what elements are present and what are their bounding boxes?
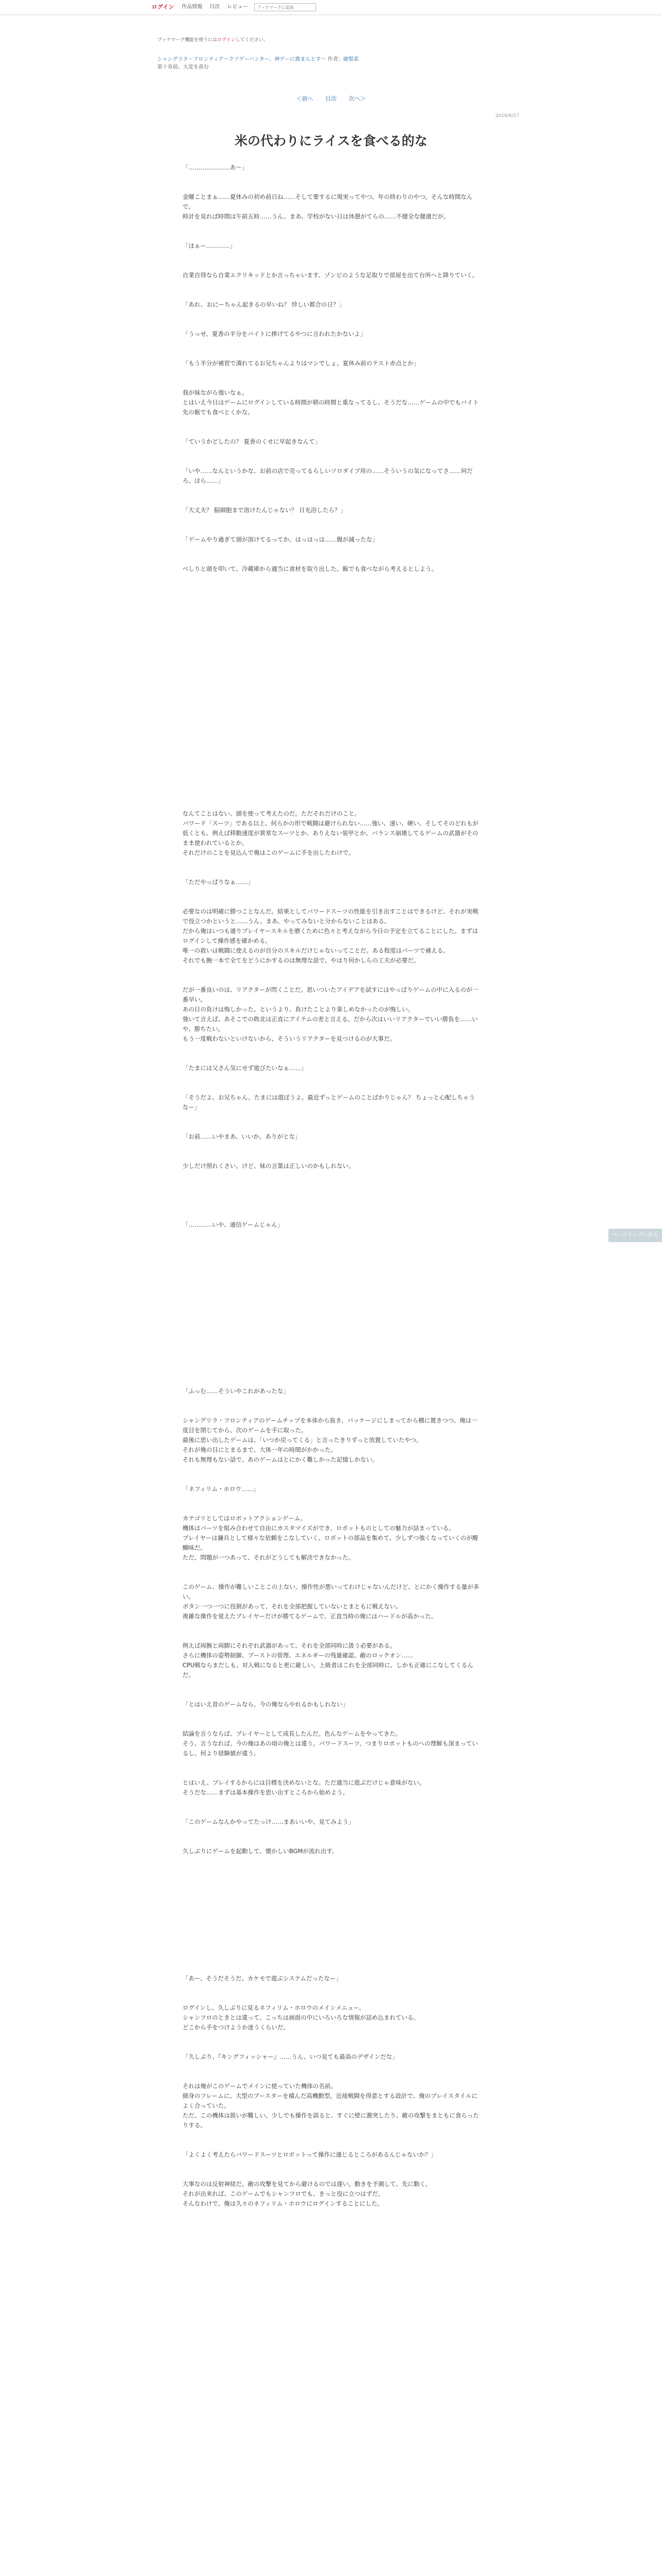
- body-paragraph: [183, 2140, 481, 2150]
- body-paragraph: それは俺がこのゲームでメインに使っていた機体の名前。: [183, 2082, 337, 2090]
- body-paragraph: [183, 1876, 481, 1886]
- body-paragraph: 「ていうかどしたの？ 夏香のくせに早起きなんて」: [183, 438, 321, 445]
- body-paragraph: [183, 1357, 481, 1367]
- body-paragraph: [183, 222, 481, 231]
- body-paragraph: [183, 1289, 481, 1298]
- body-paragraph: [183, 711, 481, 721]
- body-paragraph: 「…………………あ〜」: [183, 164, 248, 171]
- body-paragraph: 自業自得なら自業エクリキッドとか言っちゃいます、ゾンビのような足取りで部屋を出て台所へと降りていく。: [183, 272, 478, 279]
- body-paragraph: 細身のフレームに、大型のブースターを積んだ高機動型。近接戦闘を得意とする設計で、俺のプレイスタイルによく合っていた。: [183, 2092, 478, 2109]
- body-paragraph: パワード「スーツ」である以上、何らかの形で戦闘は避けられない……強い、速い、硬い、そしてそのどれもが低くとも、例えば移動速度が異常なスーツとか、ありえない装甲とか、バランス崩壊してるゲームの武器がそのまま使われているとか。: [183, 820, 478, 846]
- body-paragraph: [183, 1054, 481, 1063]
- body-paragraph: [183, 1494, 481, 1504]
- body-paragraph: [183, 173, 481, 182]
- body-paragraph: [183, 1230, 481, 1240]
- body-paragraph: [183, 740, 481, 750]
- body-paragraph: 「ネフィリム・ホロウ……」: [183, 1485, 259, 1493]
- body-paragraph: [183, 1171, 481, 1181]
- body-paragraph: [183, 1964, 481, 1974]
- body-paragraph: プレイヤーは傭兵として様々な依頼をこなしていく。ロボットの部品を集めて、少しずつ強くなっていくのが醍醐味だ。: [183, 1534, 478, 1551]
- body-paragraph: [183, 760, 481, 770]
- body-paragraph: 「久しぶり、『キングフィッシャー』……うん、いつ見ても最高のデザインだな」: [183, 2053, 399, 2060]
- notice-suffix-text: してください。: [235, 38, 268, 43]
- body-paragraph: [183, 1768, 481, 1778]
- author-label: 作者：: [327, 57, 343, 62]
- body-paragraph: ボタン一つ一つに役割があって、それを全部把握していないとまともに戦えない。: [183, 1603, 402, 1610]
- body-paragraph: [183, 280, 481, 290]
- body-paragraph: 「ほぁー…………」: [183, 242, 236, 249]
- login-link[interactable]: ログイン: [152, 4, 174, 10]
- body-paragraph: [183, 1191, 481, 1200]
- body-paragraph: [183, 1318, 481, 1328]
- body-paragraph: [183, 1475, 481, 1484]
- body-paragraph: [183, 1073, 481, 1083]
- body-paragraph: [183, 1886, 481, 1895]
- body-paragraph: [183, 456, 481, 466]
- body-paragraph: そうだな……まずは基本操作を思い出すところから始めよう。: [183, 1789, 349, 1796]
- body-paragraph: [183, 486, 481, 496]
- body-paragraph: 時計を見れば時間は午前五時……うん、まあ、学校がない日は休憩がてらの……不健全な健康だが。: [183, 213, 450, 220]
- body-paragraph: 複雑な操作を覚えたプレイヤーだけが勝てるゲームで、正直当時の俺にはハードルが高かった。: [183, 1613, 437, 1620]
- body-paragraph: [183, 1925, 481, 1935]
- body-paragraph: [183, 672, 481, 682]
- body-paragraph: [183, 349, 481, 359]
- body-paragraph: [183, 975, 481, 985]
- body-paragraph: 「うっせ、夏香の半分をバイトに捧げてるやつに言われたかないよ」: [183, 330, 367, 337]
- body-paragraph: [183, 1944, 481, 1954]
- body-paragraph: [183, 319, 481, 329]
- body-paragraph: [183, 1905, 481, 1915]
- body-paragraph: 強いて言えば、あそこでの敗北は正直にアイテムの差と言える。だから次はいいリアクターでいい勝負を……いや、勝ちたい。: [183, 1015, 478, 1032]
- body-paragraph: べしりと頭を叩いて、冷蔵庫から適当に食材を取り出した。飯でも食べながら考えるとしよう。: [183, 565, 438, 572]
- body-paragraph: 「お前……いやまあ、いいか。ありがとな」: [183, 1133, 301, 1140]
- body-paragraph: [183, 1308, 481, 1318]
- body-paragraph: [183, 1406, 481, 1416]
- body-paragraph: [183, 1142, 481, 1151]
- body-paragraph: [183, 368, 481, 378]
- body-paragraph: 結論を言うならば、プレイヤーとして成長したんだ。色んなゲームをやってきた。: [183, 1730, 402, 1737]
- body-paragraph: もう一度戦わないといけないから、そういうリアクターを見つけるのが大事だ。: [183, 1035, 396, 1042]
- body-paragraph: [183, 701, 481, 711]
- body-paragraph: [183, 750, 481, 760]
- body-paragraph: このゲーム、操作が難しいことこの上ない。操作性が悪いってわけじゃないんだけど、とにかく操作する量が多い。: [183, 1583, 479, 1600]
- body-paragraph: [183, 789, 481, 799]
- body-paragraph: [183, 1563, 481, 1572]
- body-paragraph: [183, 1993, 481, 2003]
- body-paragraph: [183, 1807, 481, 1817]
- body-paragraph: [183, 594, 481, 603]
- body-paragraph: [183, 2170, 481, 2179]
- body-paragraph: [183, 417, 481, 427]
- body-paragraph: [183, 799, 481, 809]
- body-paragraph: 「ふっむ……そういやこれがあったな」: [183, 1387, 289, 1395]
- body-paragraph: [183, 1200, 481, 1210]
- body-paragraph: [183, 1210, 481, 1220]
- body-paragraph: [183, 1240, 481, 1249]
- body-paragraph: [183, 779, 481, 789]
- body-paragraph: どこから手をつけようか迷うくらいだ。: [183, 2024, 289, 2031]
- body-paragraph: だから俺はいつも通りプレイヤースキルを磨くために色々と考えながら今日の予定を立てることにした。まずはログインして操作感を確かめる。: [183, 927, 478, 944]
- chapter-navigation: [0, 94, 662, 103]
- body-paragraph: [183, 2042, 481, 2052]
- nav-item-work-info[interactable]: 作品情報: [181, 4, 203, 10]
- body-paragraph: [183, 965, 481, 975]
- body-paragraph: [183, 1837, 481, 1846]
- body-paragraph: [183, 1112, 481, 1122]
- body-paragraph: [183, 310, 481, 319]
- author-link[interactable]: 硬梨菜: [343, 57, 359, 62]
- body-paragraph: [183, 1680, 481, 1690]
- chapter-subtitle: 第十章前、大変を羨む: [157, 64, 209, 70]
- body-paragraph: 例えば両腕と両脚にそれぞれ武器があって、それを全部同時に扱う必要がある。: [183, 1642, 396, 1649]
- body-paragraph: [183, 1122, 481, 1132]
- body-paragraph: [183, 770, 481, 779]
- body-paragraph: とはいえ今日はゲームにログインしている時間が朝の時間と重なってるし、そうだな……ゲームの中でもバイト先の飯でも食べとくかな。: [183, 399, 479, 416]
- page-top-button[interactable]: ページトップへ戻る: [608, 1229, 662, 1242]
- body-paragraph: 「あー、そうだそうだ、カケモで遊ぶシステムだったなー」: [183, 1975, 342, 1982]
- table-of-contents-link[interactable]: 目次: [325, 95, 337, 102]
- body-paragraph: [183, 642, 481, 652]
- body-paragraph: [183, 1279, 481, 1289]
- body-paragraph: 「ただやっぱりなぁ……」: [183, 878, 254, 886]
- body-paragraph: [183, 1181, 481, 1191]
- body-paragraph: とはいえ、プレイするからには目標を決めないとな。ただ適当に遊ぶだけじゃ意味がない。: [183, 1779, 425, 1786]
- body-paragraph: [183, 1504, 481, 1514]
- body-paragraph: [183, 584, 481, 594]
- series-title-link[interactable]: シャングリラ・フロンティア〜クソゲーハンター、神ゲーに挑まんとす〜: [157, 57, 326, 62]
- body-paragraph: それでも腕一本で全てをどうにかするのは無理な話で、やはり何かしらの工夫が必要だ。: [183, 957, 420, 964]
- body-paragraph: CPU戦ならまだしも、対人戦になると更に厳しい。上級者はこれを全部同時に、しかも正確にこなしてくるんだ。: [183, 1662, 473, 1679]
- body-paragraph: [183, 868, 481, 877]
- nav-item-reviews[interactable]: レビュー: [227, 4, 248, 10]
- body-paragraph: [183, 427, 481, 437]
- body-paragraph: [183, 1984, 481, 1993]
- body-paragraph: 金曜ことまぁ……夏休みの初め前日ね……そして要するに現実ってやつ、年の終わりのやつ。そんな時間なんで。: [183, 193, 473, 210]
- prev-chapter-link[interactable]: ＜前へ: [296, 95, 313, 102]
- body-paragraph: なんてことはない、頭を使って考えたのだ。ただそれだけのこと。: [183, 810, 360, 817]
- body-paragraph: [183, 2062, 481, 2072]
- body-paragraph: [183, 251, 481, 261]
- body-paragraph: [183, 1709, 481, 1719]
- body-paragraph: 「あれ、おにーちゃん起きるの早いね？ 珍しい都合の日？」: [183, 301, 345, 308]
- body-paragraph: [183, 1915, 481, 1925]
- top-navigation-bar: [0, 0, 662, 15]
- body-paragraph: ただ、この機体は扱いが難しい。少しでも操作を誤ると、すぐに壁に激突したり、敵の攻撃をまともに食らったりする。: [183, 2112, 479, 2129]
- body-paragraph: 「このゲームなんかやってたっけ……まあいいや、見てみよう」: [183, 1818, 355, 1825]
- body-paragraph: [183, 290, 481, 300]
- body-paragraph: [183, 2072, 481, 2081]
- body-paragraph: そう、言うなれば、今の俺はあの頃の俺とは違う。パワードスーツ、つまりロボットものへの理解も深まっているし、何より経験値が違う。: [183, 1740, 478, 1757]
- body-paragraph: [183, 525, 481, 535]
- body-paragraph: [183, 633, 481, 642]
- body-paragraph: 大事なのは反射神経だ。敵の攻撃を見てから避けるのでは遅い。動きを予測して、先に動く。: [183, 2180, 432, 2188]
- body-paragraph: カテゴリとしてはロボットアクションゲーム。: [183, 1515, 307, 1522]
- body-paragraph: [183, 603, 481, 613]
- body-paragraph: だが一番良いのは、リアクターが閃くことだ。思いついたアイデアを試すにはやっぱりゲームの中に入るのが一番早い。: [183, 986, 478, 1003]
- body-paragraph: [183, 1895, 481, 1905]
- body-paragraph: [183, 1758, 481, 1768]
- body-paragraph: [183, 261, 481, 270]
- body-paragraph: [183, 1298, 481, 1308]
- nav-item-table-of-contents[interactable]: 目次: [209, 4, 220, 10]
- body-paragraph: [183, 2130, 481, 2140]
- body-paragraph: ただ、問題が一つあって、それがどうしても解決できなかった。: [183, 1554, 355, 1561]
- body-paragraph: [183, 1690, 481, 1700]
- top-navigation-inner: [151, 0, 316, 14]
- body-paragraph: [183, 887, 481, 897]
- body-paragraph: [183, 613, 481, 623]
- body-paragraph: [183, 1044, 481, 1054]
- body-paragraph: [183, 1856, 481, 1866]
- body-paragraph: [183, 1259, 481, 1269]
- body-paragraph: [183, 1827, 481, 1837]
- body-paragraph: [183, 182, 481, 192]
- body-paragraph: 久しぶりにゲームを起動して、懐かしいBGMが流れ出す。: [183, 1848, 338, 1855]
- body-paragraph: [183, 1367, 481, 1377]
- series-info: [157, 56, 518, 71]
- body-paragraph: シャングリラ・フロンティアのゲームチップを本体から抜き、パッケージにしまってから棚に置きつつ、俺は一度目を閉じてから、次のゲームを手に取った。: [183, 1417, 477, 1434]
- body-paragraph: [183, 1083, 481, 1093]
- body-paragraph: それだけのことを見込んで俺はこのゲームに手を出したわけで。: [183, 849, 355, 856]
- body-paragraph: [183, 378, 481, 388]
- body-paragraph: シャンフロのときとは違って、こっちは画面の中にいろいろな情報が詰め込まれている。: [183, 2014, 420, 2021]
- body-paragraph: [183, 1954, 481, 1964]
- body-paragraph: [183, 721, 481, 731]
- body-paragraph: それも無理もない話で、あのゲームはとにかく難しかった記憶しかない。: [183, 1456, 378, 1463]
- body-paragraph: 少しだけ照れくさい。けど、妹の言葉は正しいのかもしれない。: [183, 1162, 355, 1170]
- body-paragraph: [183, 897, 481, 907]
- body-paragraph: [183, 1269, 481, 1279]
- body-paragraph: [183, 1249, 481, 1259]
- publish-date: 2018/6/27: [495, 113, 519, 118]
- body-paragraph: [183, 691, 481, 701]
- body-paragraph: [183, 1347, 481, 1357]
- body-paragraph: [183, 1396, 481, 1406]
- body-paragraph: [183, 662, 481, 672]
- bookmark-add-field[interactable]: [254, 3, 316, 11]
- body-paragraph: [183, 1151, 481, 1161]
- body-paragraph: [183, 496, 481, 505]
- body-paragraph: [183, 1631, 481, 1641]
- body-paragraph: 「よくよく考えたらパワードスーツとロボットって操作に通じるところがあるんじゃないか？」: [183, 2151, 437, 2158]
- body-paragraph: 最後に思い出したゲームは、「いつか戻ってくる」と言ったきりずっと放置していたやつ。: [183, 1436, 422, 1444]
- body-paragraph: [183, 515, 481, 525]
- body-paragraph: [183, 1377, 481, 1386]
- body-paragraph: [183, 1935, 481, 1944]
- body-paragraph: [183, 1337, 481, 1347]
- body-paragraph: [183, 858, 481, 868]
- body-paragraph: 「とはいえ昔のゲームなら、今の俺ならやれるかもしれない」: [183, 1701, 349, 1708]
- body-paragraph: [183, 652, 481, 662]
- body-paragraph: [183, 574, 481, 584]
- body-paragraph: [183, 1328, 481, 1337]
- body-paragraph: 「もう半分が補習で潰れてるお兄ちゃんよりはマシでしょ。夏休み前のテスト赤点とか」: [183, 360, 420, 367]
- body-paragraph: 機体はパーツを組み合わせて自由にカスタマイズができ、ロボットものとしての魅力が詰まっている。: [183, 1524, 455, 1532]
- body-paragraph: [183, 731, 481, 740]
- body-paragraph: [183, 231, 481, 241]
- body-paragraph: 「大丈夫？ 脳細胞まで溶けたんじゃない？ 日光浴したら？」: [183, 506, 346, 514]
- bookmark-login-notice: [157, 36, 268, 43]
- body-paragraph: [183, 1719, 481, 1729]
- body-paragraph: [183, 1621, 481, 1631]
- body-paragraph: 「ゲームやり過ぎて頭が溶けてるってか。はっはっは……腹が減ったな」: [183, 536, 378, 543]
- body-paragraph: [183, 2160, 481, 2170]
- notice-prefix-text: ブックマーク機能を使うには: [157, 38, 218, 43]
- notice-login-link[interactable]: ログイン: [217, 38, 236, 43]
- body-paragraph: 我が妹ながら強いなぁ。: [183, 389, 248, 396]
- body-paragraph: 「たまには父さん気にせず遊びたいなぁ……」: [183, 1064, 307, 1072]
- body-paragraph: 「そうだよ、お兄ちゃん。たまには遊ぼうよ。最近ずっとゲームのことばかりじゃん？ ちょっと心配しちゃうなー」: [183, 1094, 475, 1111]
- body-paragraph: [183, 1572, 481, 1582]
- next-chapter-link[interactable]: 次へ＞: [349, 95, 366, 102]
- body-paragraph: [183, 2032, 481, 2042]
- body-paragraph: さらに機体の姿勢制御、ブーストの管理、エネルギーの残量確認、敵のロックオン……: [183, 1652, 413, 1659]
- body-paragraph: そんなわけで、俺は久々のネフィリム・ホロウにログインすることにした。: [183, 2200, 384, 2207]
- episode-title: 米の代わりにライスを食べる的な: [234, 133, 427, 148]
- body-paragraph: [183, 447, 481, 456]
- body-paragraph: それが出来れば、このゲームでもシャンフロでも、きっと役に立つはずだ。: [183, 2190, 384, 2197]
- body-paragraph: [183, 1798, 481, 1807]
- body-paragraph: [183, 682, 481, 691]
- body-paragraph: [183, 1866, 481, 1876]
- body-paragraph: [183, 623, 481, 633]
- body-paragraph: ログインし、久しぶりに見るネフィリム・ホロウのメインメニュー。: [183, 2004, 365, 2011]
- body-paragraph: 「…………いや、通信ゲームじゃん」: [183, 1221, 284, 1228]
- body-paragraph: [183, 554, 481, 564]
- body-paragraph: 「いや……なんというかな、お前の店で売ってるらしいソロダイブ用の……そういうの気になってさ……何だろ、ほら……」: [183, 467, 473, 484]
- body-paragraph: [183, 1465, 481, 1475]
- body-paragraph: [183, 545, 481, 554]
- novel-body: [183, 163, 481, 2209]
- body-paragraph: それが俺の目にとまるまで、大体一年の時間がかかった。: [183, 1446, 337, 1453]
- body-paragraph: 必要なのは明確に勝つことなんだ。結果としてパワードスーツの性能を引き出すことはできるけど、それが実戦で役立つかというと……うん、まあ、やってみないと分からないことはある。: [183, 908, 478, 925]
- body-paragraph: [183, 339, 481, 349]
- body-paragraph: 唯一の救いは戦闘に使えるのが自分のスキルだけじゃないってことだ。ある程度はパーツで補える。: [183, 947, 449, 954]
- body-paragraph: あの日の負けは悔しかった。というより、負けたことより楽しめなかったのが悔しい。: [183, 1006, 414, 1013]
